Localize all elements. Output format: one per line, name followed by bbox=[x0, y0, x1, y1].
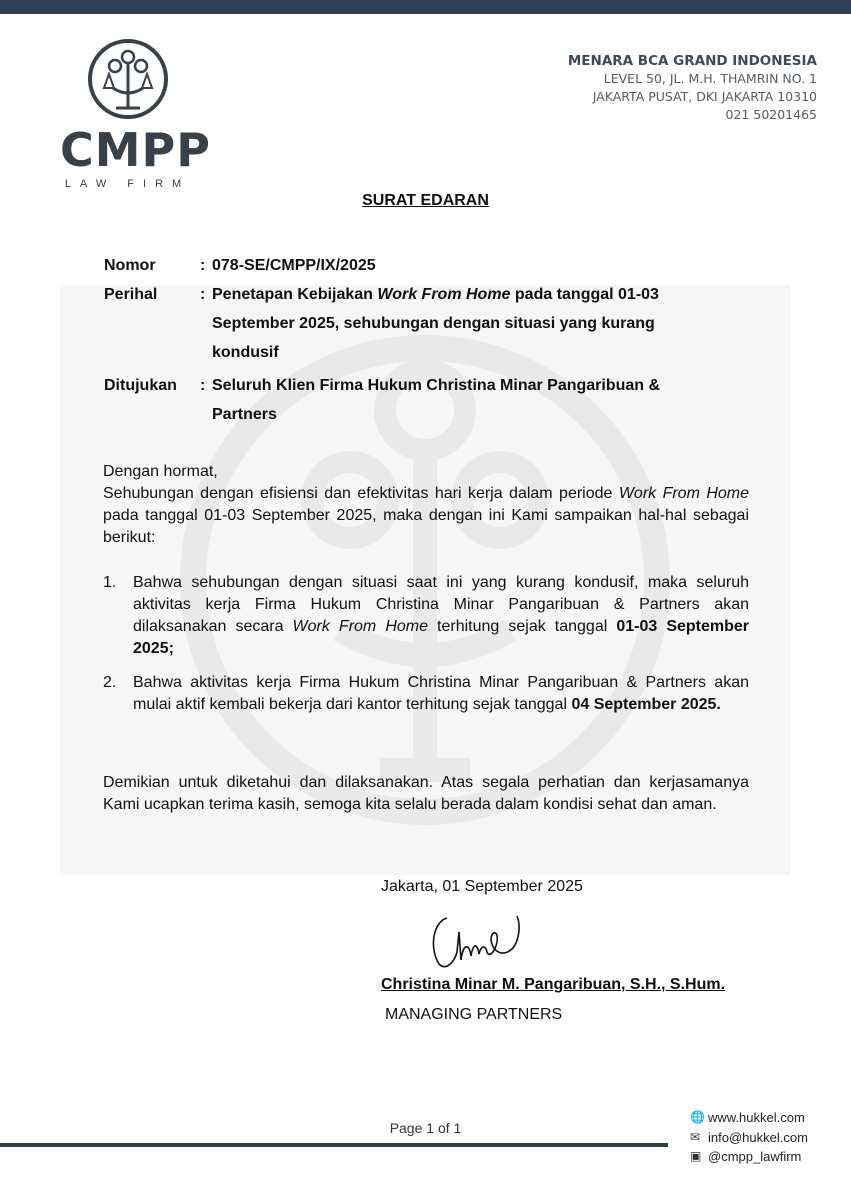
closing-paragraph: Demikian untuk diketahui dan dilaksanakan. Atas segala perhatian dan kerjasamanya Kami ucapkan terima kasih, semoga kita selalu berada dalam kondisi sehat dan aman. bbox=[103, 774, 749, 813]
intro-text-italic: Work From Home bbox=[618, 485, 749, 502]
perihal-text-a: Penetapan Kebijakan bbox=[212, 286, 378, 303]
nomor-value: 078-SE/CMPP/IX/2025 bbox=[212, 257, 376, 274]
instagram-icon: ▣ bbox=[690, 1149, 702, 1163]
item-text bbox=[133, 572, 749, 660]
colon: : bbox=[200, 286, 206, 303]
list-item bbox=[103, 572, 749, 660]
globe-icon: 🌐 bbox=[690, 1110, 705, 1124]
email-link[interactable]: info@hukkel.com bbox=[708, 1129, 808, 1145]
nomor-label: Nomor bbox=[104, 257, 156, 274]
instagram-link[interactable]: @cmpp_lawfirm bbox=[708, 1149, 802, 1164]
intro-text-c: pada tanggal 01-03 September 2025, maka dengan ini Kami sampaikan hal-hal sebagai berikut: bbox=[103, 507, 749, 546]
perihal-value bbox=[212, 280, 702, 367]
web-link[interactable]: www.hukkel.com bbox=[708, 1110, 805, 1125]
meta-row-perihal bbox=[104, 280, 702, 367]
page-number: Page 1 of 1 bbox=[389, 1120, 462, 1136]
greeting: Dengan hormat, bbox=[103, 463, 218, 480]
ditujukan-value: Seluruh Klien Firma Hukum Christina Minar Pangaribuan & Partners bbox=[212, 377, 661, 423]
meta-row-ditujukan bbox=[104, 371, 702, 429]
letterhead-address bbox=[568, 52, 817, 124]
handwritten-signature bbox=[425, 908, 525, 972]
item-number: 2. bbox=[103, 674, 117, 691]
address-street: LEVEL 50, JL. M.H. THAMRIN NO. 1 bbox=[603, 71, 817, 86]
item-text-italic: Work From Home bbox=[292, 618, 428, 635]
logo-emblem-icon bbox=[82, 38, 174, 120]
item-number: 1. bbox=[103, 574, 117, 591]
colon: : bbox=[200, 257, 206, 274]
address-city: JAKARTA PUSAT, DKI JAKARTA 10310 bbox=[592, 89, 817, 104]
item-text-bold: 01-03 September 2025; bbox=[133, 618, 750, 657]
meta-row-nomor bbox=[104, 251, 702, 280]
perihal-text-italic: Work From Home bbox=[377, 286, 511, 303]
perihal-label: Perihal bbox=[104, 286, 158, 303]
letter-meta bbox=[104, 251, 702, 429]
item-text-c: terhitung sejak tanggal bbox=[428, 618, 617, 635]
place-date: Jakarta, 01 September 2025 bbox=[381, 878, 583, 895]
item-text-a: Bahwa sehubungan dengan situasi saat ini yang kurang kondusif, maka seluruh aktivitas kerja Firma Hukum Christina Minar Pangaribuan & Partners akan dilaksanakan secara bbox=[133, 574, 749, 635]
colon: : bbox=[200, 377, 206, 394]
footer-line bbox=[0, 1143, 668, 1147]
ditujukan-label: Ditujukan bbox=[104, 377, 177, 394]
points-list bbox=[103, 572, 749, 728]
address-building: MENARA BCA GRAND INDONESIA bbox=[567, 53, 817, 69]
contact-web[interactable] bbox=[690, 1108, 808, 1128]
address-phone: 021 50201465 bbox=[725, 107, 817, 122]
intro-paragraph bbox=[103, 483, 749, 549]
perihal-text-c: pada tanggal 01-03 September 2025, sehubungan dengan situasi yang kurang kondusif bbox=[212, 286, 659, 361]
signer-role: MANAGING PARTNERS bbox=[385, 1006, 563, 1023]
intro-text-a: Sehubungan dengan efisiensi dan efektivitas hari kerja dalam periode bbox=[103, 485, 619, 502]
item-text-a: Bahwa aktivitas kerja Firma Hukum Christina Minar Pangaribuan & Partners akan mulai aktif kembali bekerja dari kantor terhitung sejak tanggal bbox=[133, 674, 749, 713]
firm-logo bbox=[60, 38, 211, 190]
firm-name: CMPP bbox=[60, 123, 211, 177]
signer-name: Christina Minar M. Pangaribuan, S.H., S.Hum. bbox=[381, 976, 726, 993]
footer-contact bbox=[690, 1108, 808, 1167]
item-text bbox=[133, 672, 749, 716]
item-text-bold: 04 September 2025. bbox=[571, 696, 721, 713]
document-title: SURAT EDARAN bbox=[362, 192, 489, 209]
firm-tagline: LAW FIRM bbox=[64, 178, 191, 190]
envelope-icon: ✉ bbox=[690, 1129, 701, 1144]
top-color-bar bbox=[0, 0, 851, 14]
list-item bbox=[103, 672, 749, 716]
contact-instagram[interactable] bbox=[690, 1147, 808, 1167]
contact-email[interactable] bbox=[690, 1128, 808, 1148]
